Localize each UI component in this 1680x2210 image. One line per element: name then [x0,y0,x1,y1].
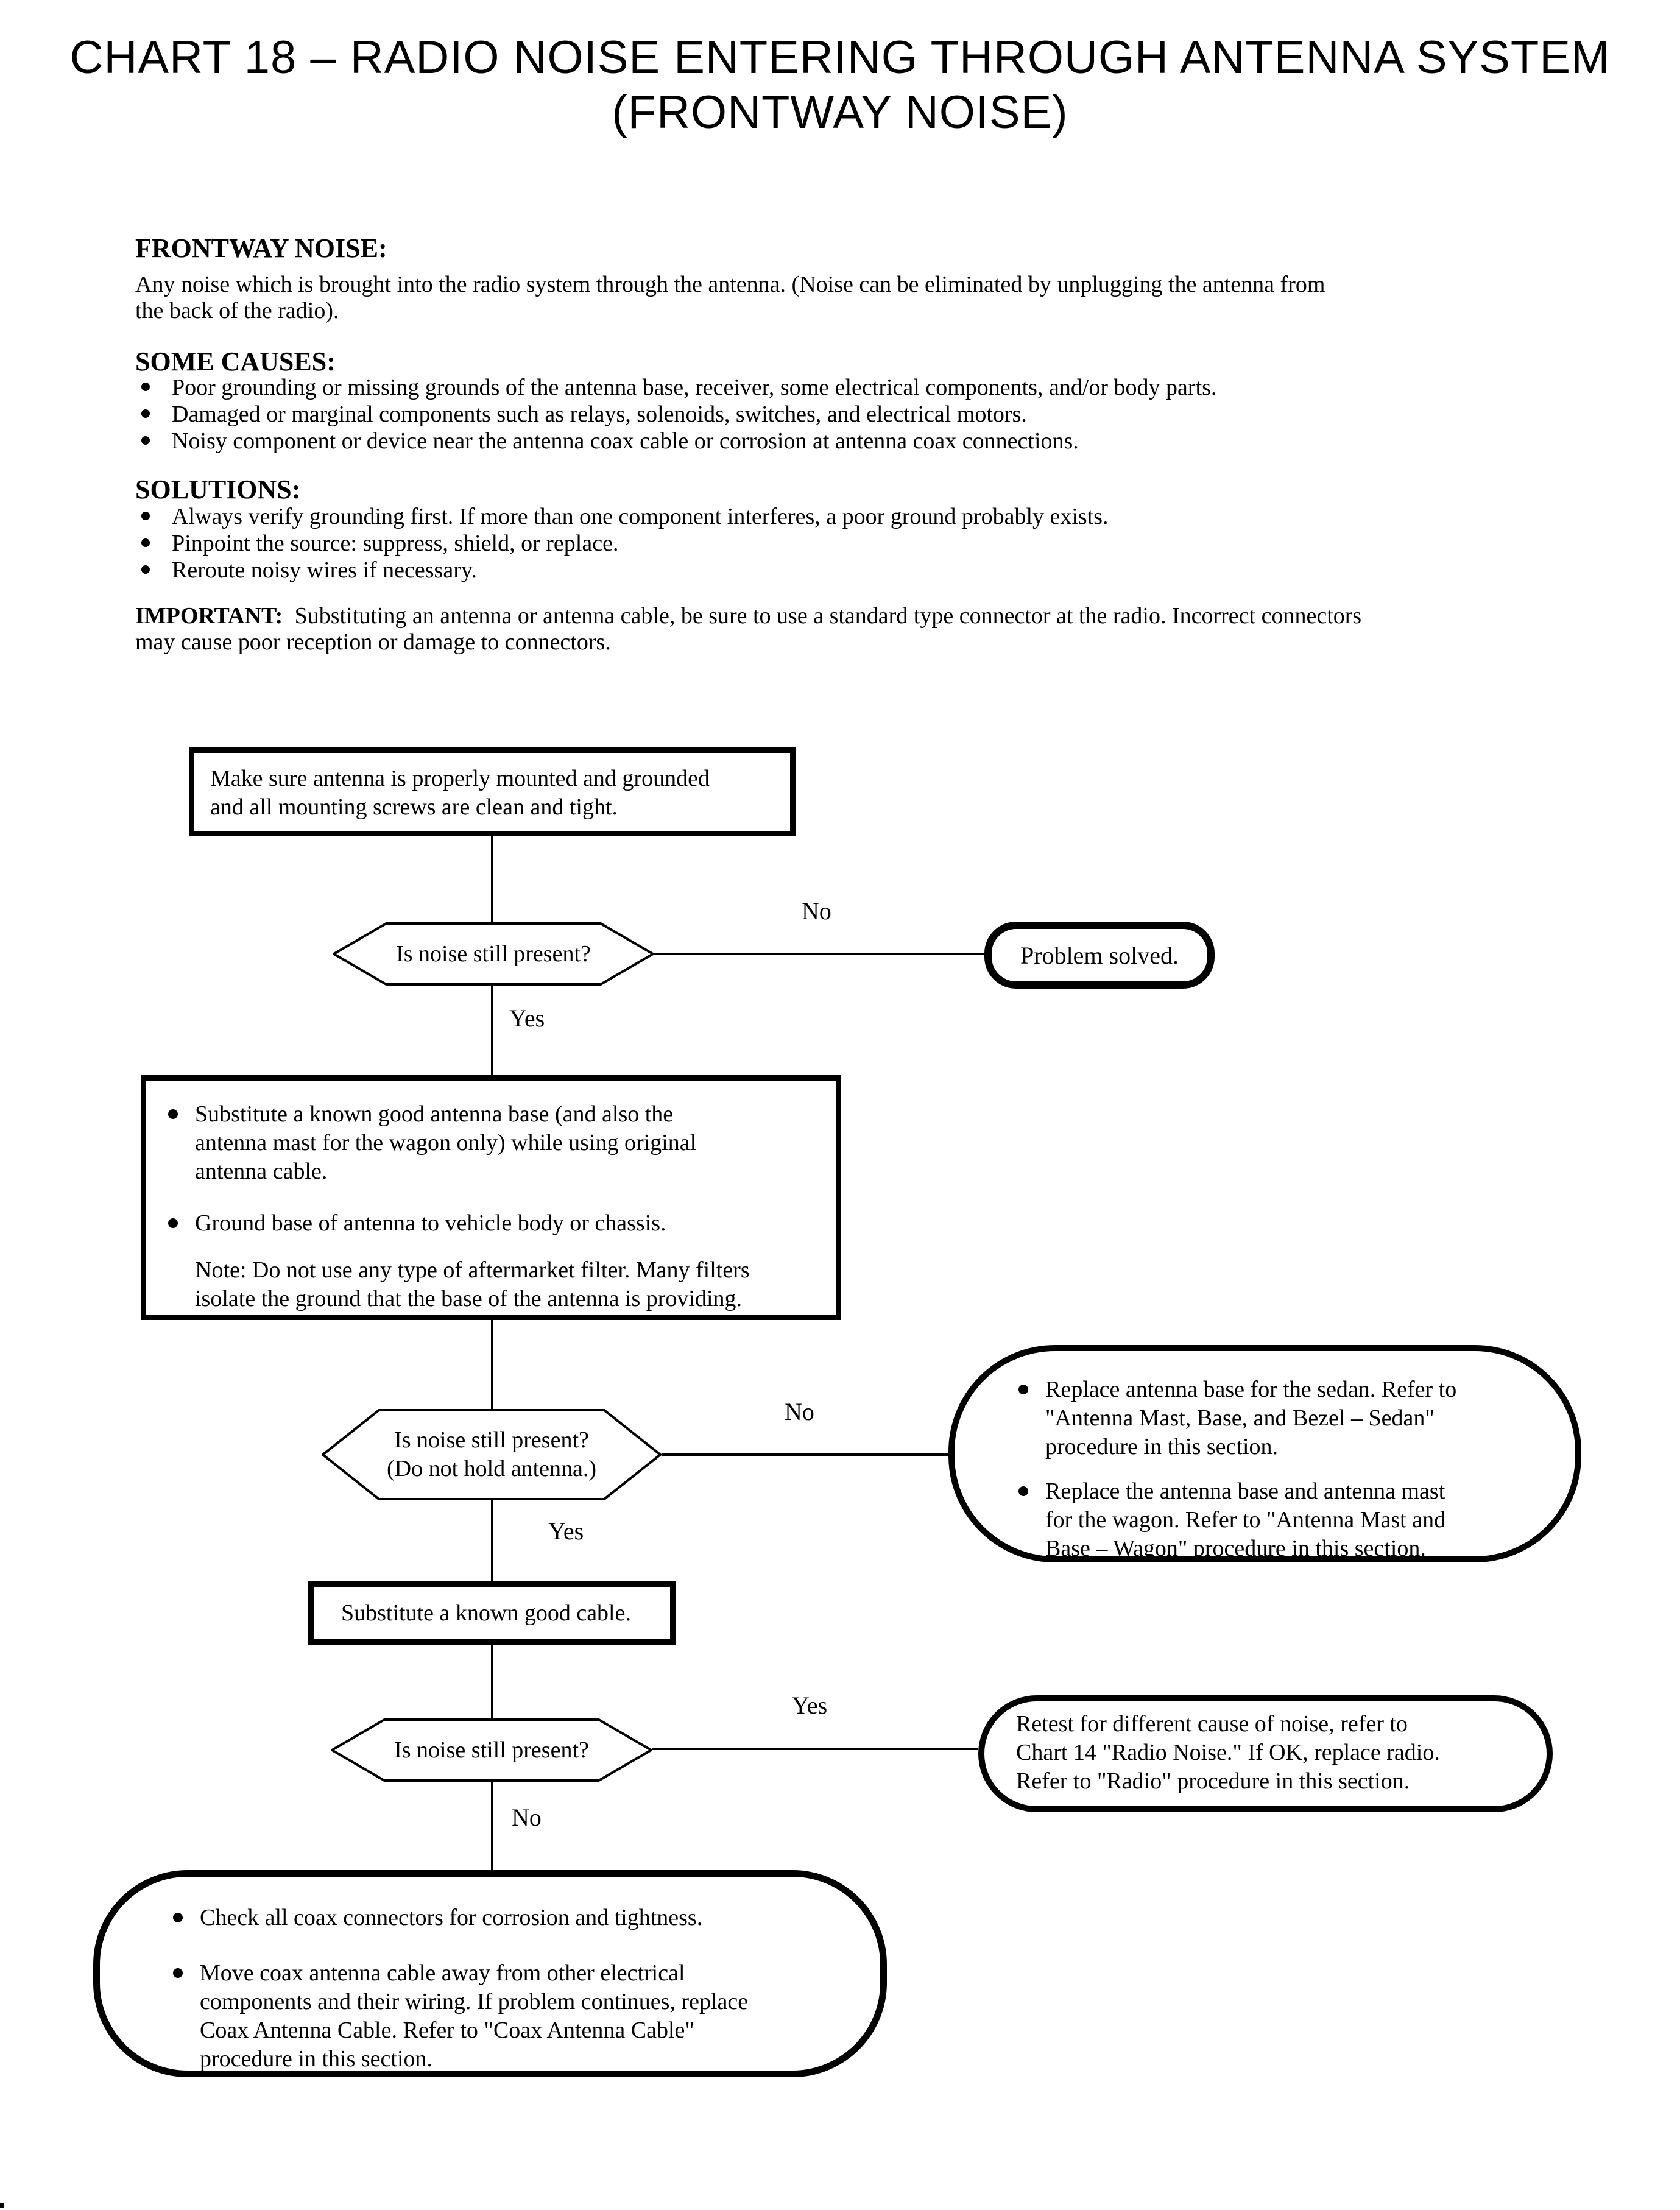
edge-label-no: No [802,897,831,925]
decision3-text: Is noise still present? [394,1737,589,1763]
edge-label-no: No [785,1398,814,1425]
page-title-line1: CHART 18 – RADIO NOISE ENTERING THROUGH ANTENNA SYSTEM [69,32,1611,83]
connector-line [491,836,493,922]
flow-step2-box [141,1075,841,1320]
bullet-icon [1018,1486,1028,1496]
page-title [0,30,1680,140]
list-item: Damaged or marginal components such as relays, solenoids, switches, and electrical motors. [135,401,1609,428]
decision1-text: Is noise still present? [396,941,591,967]
replace-bullet2: Replace the antenna base and antenna mast for the wagon. Refer to "Antenna Mast and Base – Wagon" procedure in this section. [1018,1477,1563,1563]
step2-bullet2: Ground base of antenna to vehicle body or chassis. [168,1209,832,1238]
retest-bubble: Retest for different cause of noise, refer to Chart 14 "Radio Noise." If OK, replace radio. Refer to "Radio" procedure in this section. [978,1695,1553,1812]
bullet-icon [141,538,150,547]
final-bullet2: Move coax antenna cable away from other electrical components and their wiring. If problem continues, replace Coax Antenna Cable. Refer to "Coax Antenna Cable" procedure in this section. [173,1959,856,2074]
flow-decision1-hexagon [333,922,654,986]
step2-bullet1: Substitute a known good antenna base (and also the antenna mast for the wagon only) while using original antenna cable. [168,1100,832,1186]
step1-line1: Make sure antenna is properly mounted and grounded [210,766,710,791]
decision2-text: Is noise still present? (Do not hold antenna.) [386,1427,597,1481]
edge-label-yes: Yes [509,1004,545,1032]
list-item: Pinpoint the source: suppress, shield, or replace. [135,530,1609,557]
bullet-icon [1018,1385,1028,1394]
list-item: Always verify grounding first. If more than one component interferes, a poor ground probably exists. [135,503,1609,530]
bullet-icon [168,1218,178,1228]
bullet-icon [141,565,150,574]
solutions-list [135,503,1609,584]
edge-label-yes: Yes [548,1517,584,1545]
important-note [135,603,1512,655]
coax-check-bubble [93,1870,887,2077]
causes-list [135,374,1609,454]
description-line1: Any noise which is brought into the radio system through the antenna. (Noise can be eliminated by unplugging the antenna from [135,272,1325,297]
bullet-icon [141,512,150,520]
flow-step3-box: Substitute a known good cable. [308,1581,676,1645]
connector-line [652,1748,978,1750]
bullet-icon [173,1913,183,1922]
replace-bullet1: Replace antenna base for the sedan. Refer to "Antenna Mast, Base, and Bezel – Sedan" procedure in this section. [1018,1375,1563,1461]
frontway-noise-heading: FRONTWAY NOISE: [135,233,387,263]
solutions-heading: SOLUTIONS: [135,475,301,504]
flow-step1-box [189,747,796,836]
bullet-icon [141,383,150,391]
list-item: Poor grounding or missing grounds of the antenna base, receiver, some electrical components, and/or body parts. [135,374,1609,401]
connector-line [491,1645,493,1718]
list-item: Reroute noisy wires if necessary. [135,557,1609,584]
connector-line [491,986,493,1075]
step2-note: Note: Do not use any type of aftermarket filter. Many filters isolate the ground that the base of the antenna is providing. [195,1257,750,1312]
final-bullet1: Check all coax connectors for corrosion and tightness. [173,1904,856,1932]
connector-line [662,1453,948,1456]
edge-label-no: No [512,1804,542,1831]
flow-decision3-hexagon [331,1718,652,1782]
scan-artifact [0,2203,4,2208]
edge-label-yes: Yes [792,1692,828,1719]
important-label: IMPORTANT: [135,603,283,629]
important-line1: Substituting an antenna or antenna cable, be sure to use a standard type connector at the radio. Incorrect connectors [294,603,1362,629]
connector-line [654,953,984,955]
problem-solved-terminator: Problem solved. [984,922,1215,989]
bullet-icon [168,1109,178,1119]
step1-line2: and all mounting screws are clean and tight. [210,794,618,820]
replace-antenna-bubble [948,1345,1581,1562]
connector-line [491,1500,493,1581]
description-line2: the back of the radio). [135,298,339,323]
connector-line [491,1320,493,1409]
page-title-line2: (FRONTWAY NOISE) [612,86,1068,138]
frontway-noise-description [135,272,1512,324]
flow-decision2-hexagon [322,1409,662,1500]
some-causes-heading: SOME CAUSES: [135,347,336,376]
important-line2: may cause poor reception or damage to connectors. [135,629,611,655]
bullet-icon [173,1968,183,1978]
connector-line [491,1782,493,1870]
list-item: Noisy component or device near the antenna coax cable or corrosion at antenna coax connections. [135,428,1609,454]
bullet-icon [141,436,150,445]
bullet-icon [141,409,150,418]
